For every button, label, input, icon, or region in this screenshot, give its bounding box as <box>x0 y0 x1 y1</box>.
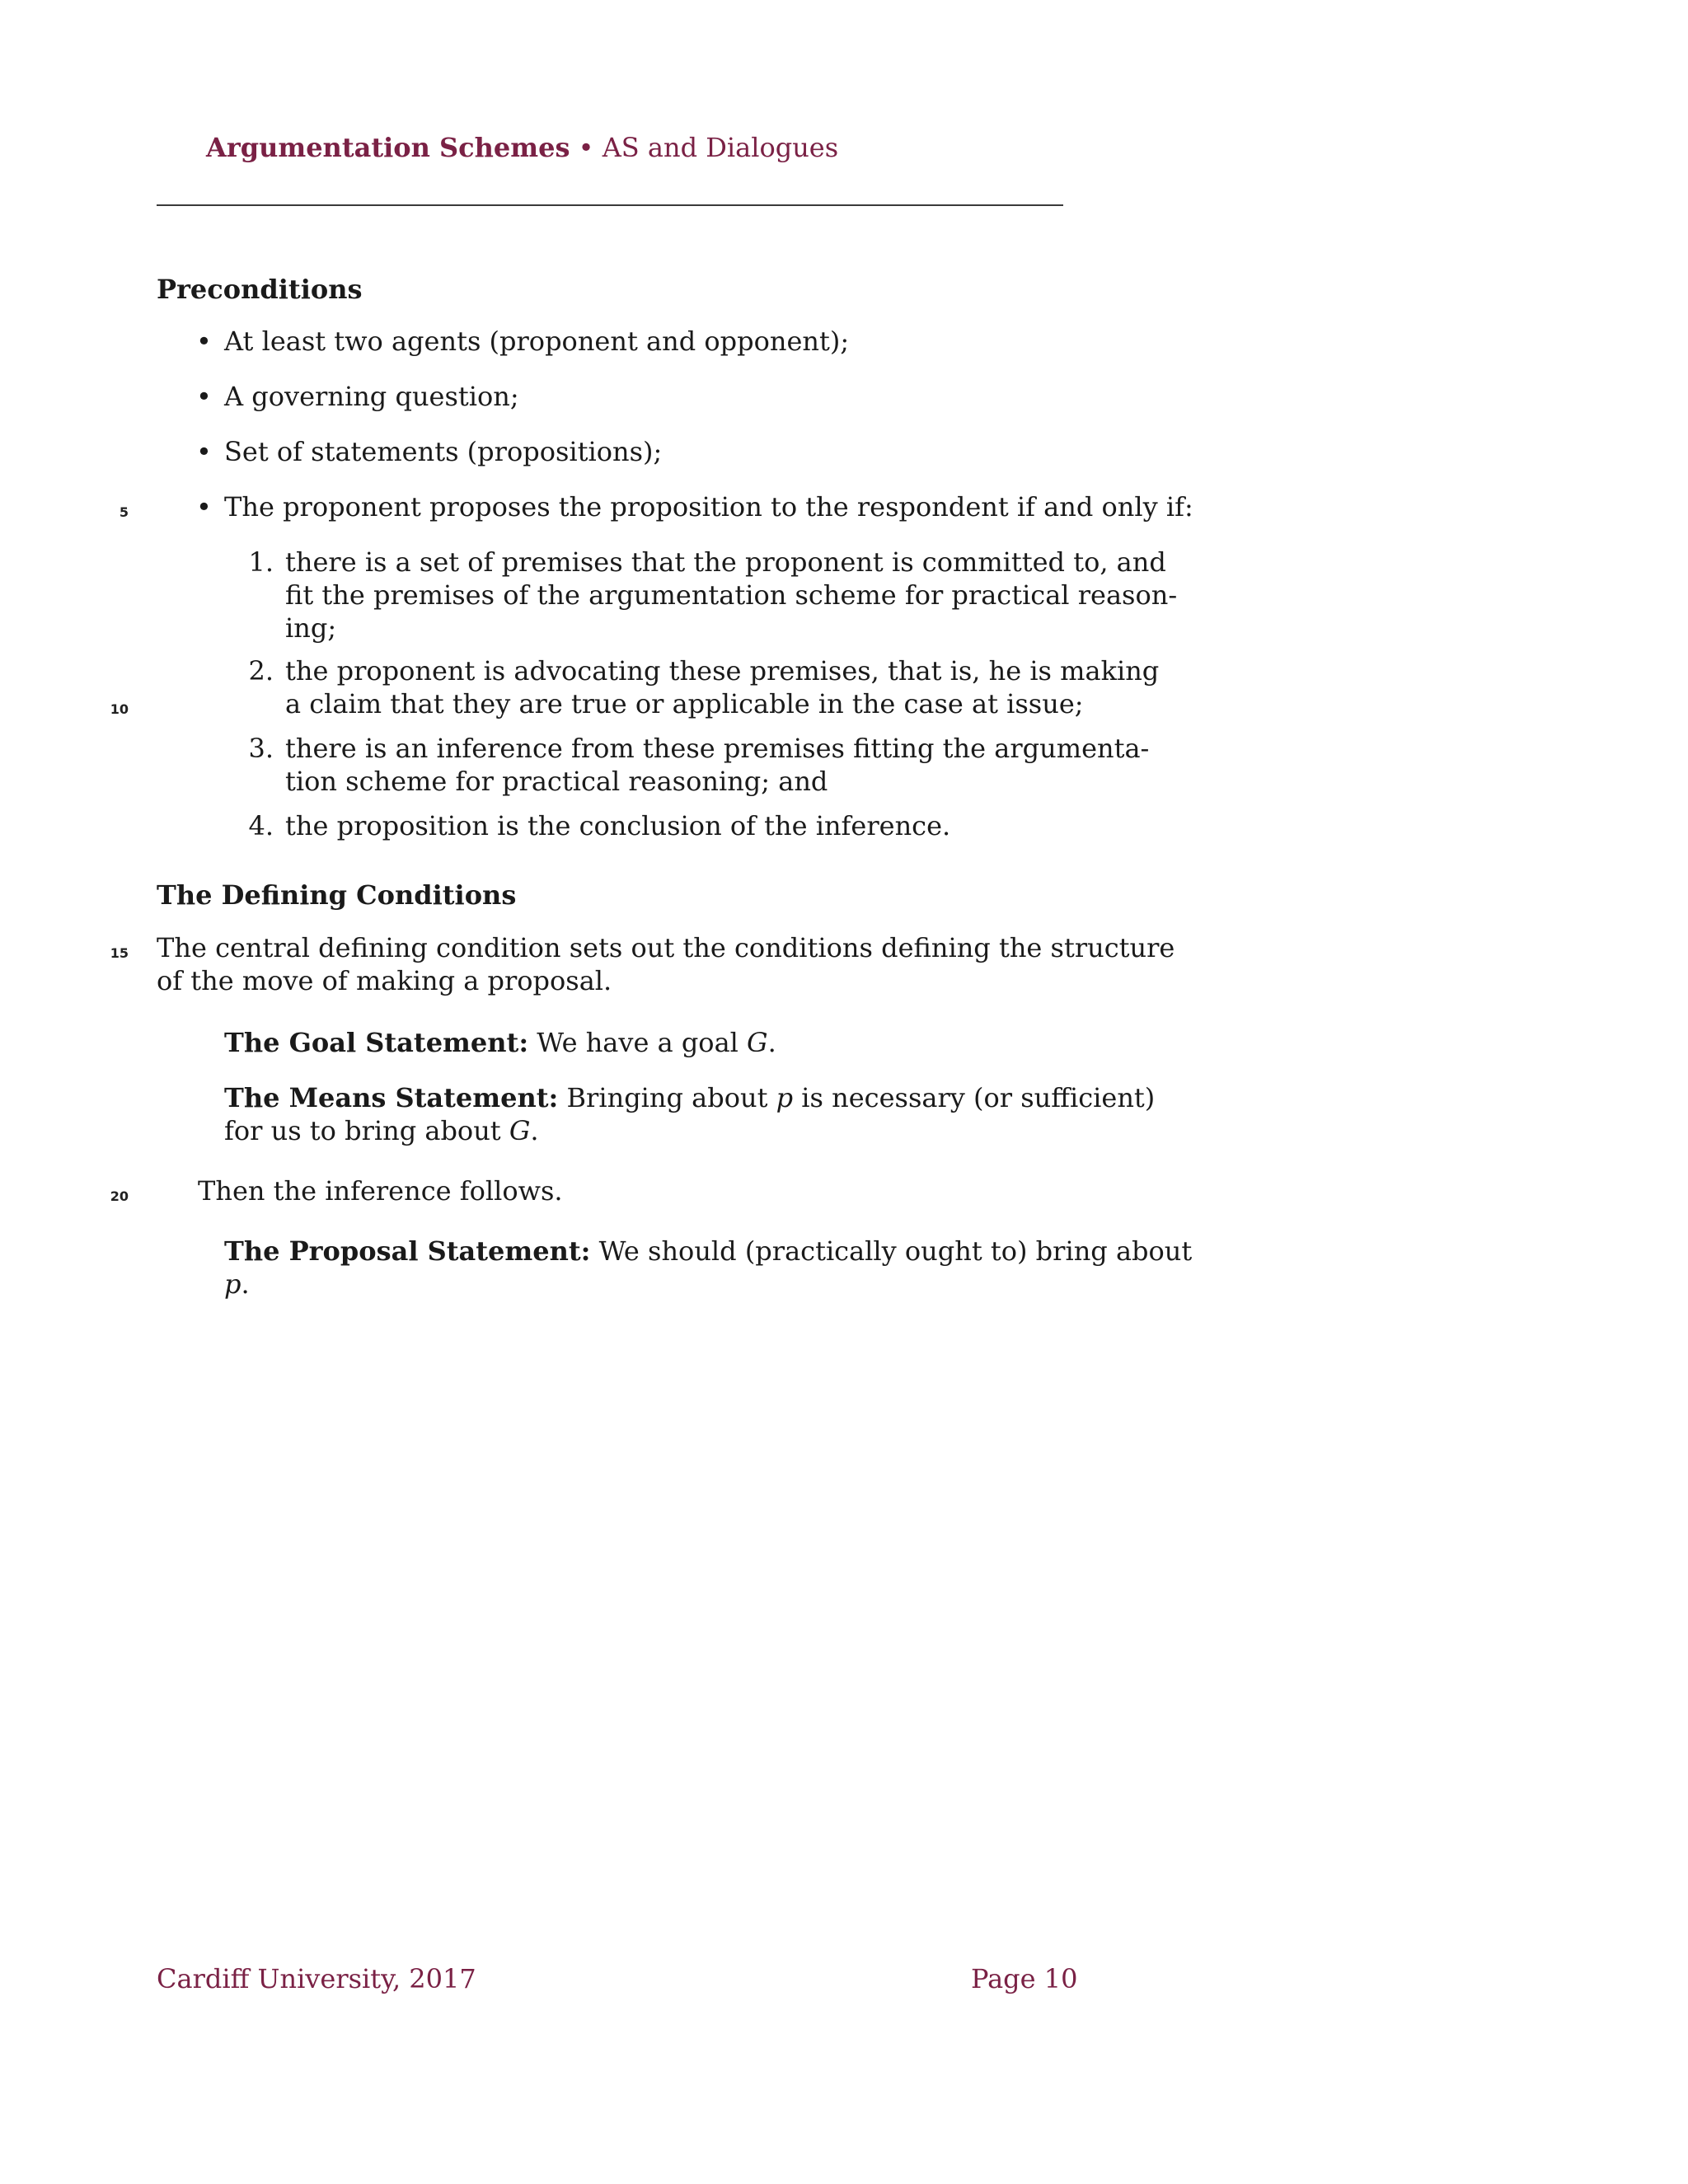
goal-text: We have a goal <box>537 1027 738 1058</box>
means-var2: G <box>509 1115 531 1146</box>
means-text2: is necessary (or sufficient) <box>801 1082 1156 1113</box>
list-item-line: the proponent is advocating these premises, that is, he is making <box>285 655 1160 687</box>
header-rule <box>157 204 1063 206</box>
list-number: 1. <box>248 546 274 578</box>
header-separator: • <box>578 132 594 163</box>
means-line2-text: for us to bring about <box>224 1115 501 1146</box>
proposal-text: We should (practically ought to) bring about <box>598 1235 1193 1267</box>
bullet-item: At least two agents (proponent and opponent); <box>224 326 850 357</box>
proposal-label: The Proposal Statement: <box>224 1235 591 1267</box>
means-var1: p <box>776 1082 794 1113</box>
running-header <box>206 132 838 163</box>
means-statement-line2 <box>224 1114 539 1147</box>
list-item-line: ing; <box>285 612 337 644</box>
means-text1: Bringing about <box>566 1082 768 1113</box>
line-number: 5 <box>119 504 129 520</box>
list-item-line: the proposition is the conclusion of the inference. <box>285 810 951 841</box>
list-item-line: a claim that they are true or applicable in the case at issue; <box>285 688 1084 719</box>
preconditions-heading: Preconditions <box>157 274 363 305</box>
goal-end: . <box>767 1027 776 1058</box>
goal-statement <box>224 1026 776 1059</box>
footer-left: Cardiff University, 2017 <box>157 1963 476 1994</box>
bullet-item: A governing question; <box>224 381 519 412</box>
defining-heading: The Defining Conditions <box>157 879 517 911</box>
line-number: 10 <box>110 701 129 717</box>
goal-label: The Goal Statement: <box>224 1027 529 1058</box>
list-item-line: fit the premises of the argumentation scheme for practical reason- <box>285 579 1178 611</box>
list-item-line: there is an inference from these premises fitting the argumenta- <box>285 733 1150 764</box>
bullet-dot: • <box>196 326 212 357</box>
bullet-dot: • <box>196 381 212 412</box>
means-statement <box>224 1081 1155 1114</box>
means-label: The Means Statement: <box>224 1082 559 1113</box>
proposal-statement-line2 <box>224 1268 250 1301</box>
list-number: 3. <box>248 733 274 764</box>
goal-var: G <box>747 1027 768 1058</box>
proposal-var: p <box>224 1268 241 1300</box>
line-number: 20 <box>110 1188 129 1204</box>
proposal-statement <box>224 1235 1192 1268</box>
intro-line: of the move of making a proposal. <box>157 965 612 996</box>
line-number: 15 <box>110 945 129 961</box>
bullet-item: Set of statements (propositions); <box>224 436 663 467</box>
list-item-line: there is a set of premises that the proponent is committed to, and <box>285 546 1166 578</box>
means-end: . <box>530 1115 539 1146</box>
list-item-line: tion scheme for practical reasoning; and <box>285 766 828 797</box>
header-section: AS and Dialogues <box>602 132 839 163</box>
bullet-item: The proponent proposes the proposition to the respondent if and only if: <box>224 491 1193 523</box>
intro-line: The central defining condition sets out the conditions defining the structure <box>157 932 1175 963</box>
list-number: 2. <box>248 655 274 687</box>
proposal-end: . <box>241 1268 250 1300</box>
bullet-dot: • <box>196 491 212 523</box>
header-title: Argumentation Schemes <box>206 132 570 163</box>
then-line: Then the inference follows. <box>198 1175 563 1207</box>
bullet-dot: • <box>196 436 212 467</box>
list-number: 4. <box>248 810 274 841</box>
page-number: Page 10 <box>971 1963 1078 1994</box>
